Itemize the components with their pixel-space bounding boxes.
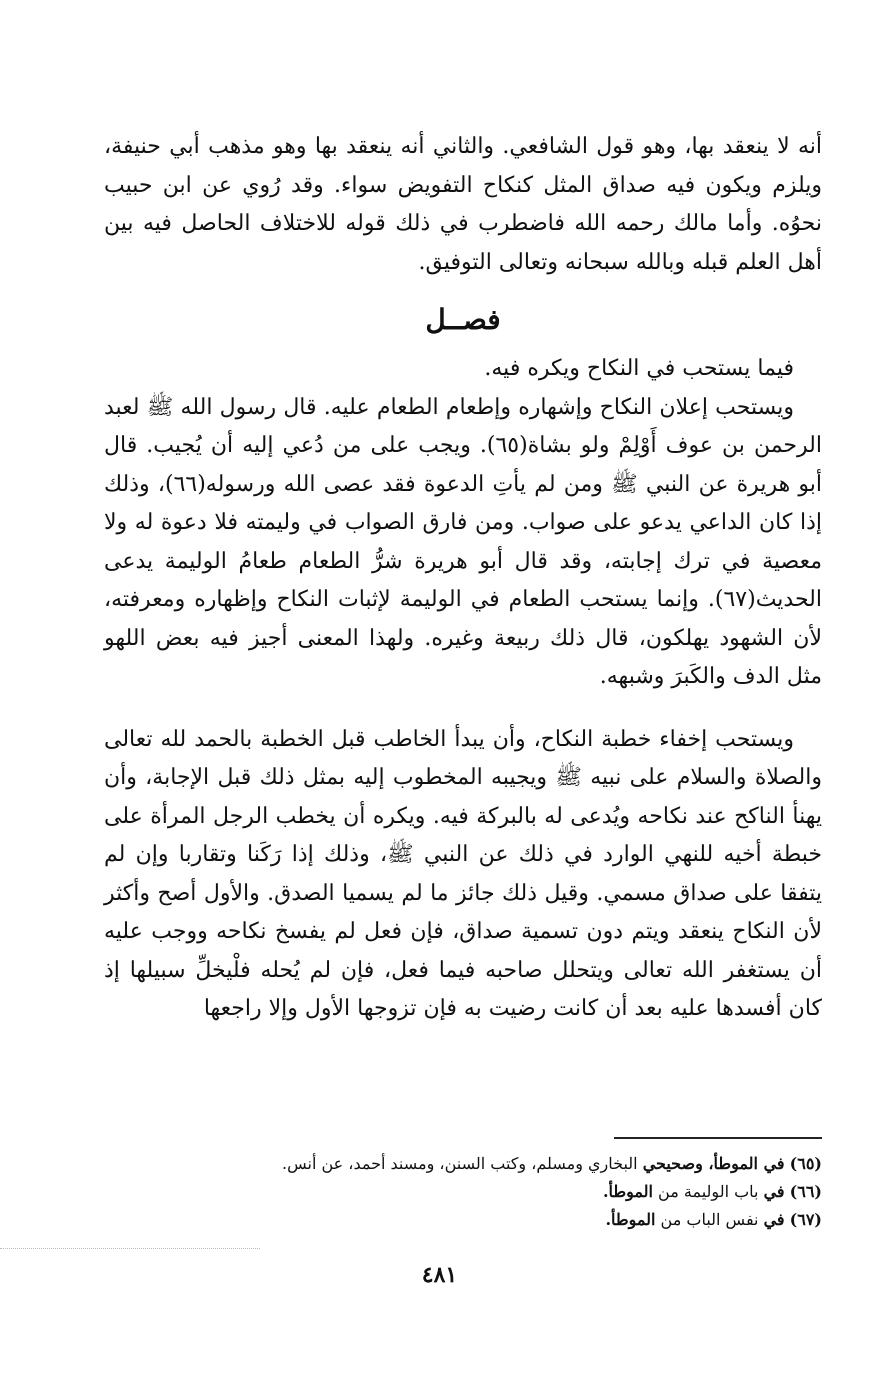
footnote-divider [614,1137,822,1139]
paragraph-engagement: ويستحب إخفاء خطبة النكاح، وأن يبدأ الخاطب قبل الخطبة بالحمد لله تعالى والصلاة والسلام على نبيه ﷺ ويجيبه المخطوب إليه بمثل ذلك قبل الإجابة، وأن يهنأ الناكح عند نكاحه ويُدعى له بالبركة فيه. ويكره أن يخطب الرجل المرأة على خبطة أخيه للنهي الوارد في ذلك عن النبي ﷺ، وذلك إذا رَكَنا وتقاربا وإن لم يتفقا على صداق مسمي. وقيل ذلك جائز ما لم يسميا الصدق. والأول أصح وأكثر لأن النكاح ينعقد ويتم دون تسمية صداق، فإن فعل لم يفسخ نكاحه ووجب عليه أن يستغفر الله تعالى ويتحلل صاحبه فيما فعل، فإن لم يُحله فلْيخلِّ سبيلها إذ كان أفسدها عليه بعد أن كانت رضيت به فإن تزوجها الأول وإلا راجعها [104,726,822,1021]
page-number: ٤٨١ [421,1262,458,1288]
footnote-65: (٦٥) في الموطأ، وصحيحي البخاري ومسلم، وكتب السنن، ومسند أحمد، عن أنس. [282,1154,822,1173]
section-heading: فصــل [425,303,501,336]
footnote-66: (٦٦) في باب الوليمة من الموطأ. [602,1182,822,1201]
paragraph-wedding-feast: ويستحب إعلان النكاح وإشهاره وإطعام الطعام عليه. قال رسول الله ﷺ لعبد الرحمن بن عوف أَوْلِمْ ولو بشاة(٦٥). ويجب على من دُعي إليه أن يُجيب. قال أبو هريرة عن النبي ﷺ ومن لم يأتِ الدعوة فقد عصى الله ورسوله(٦٦)، وذلك إذا كان الداعي يدعو على صواب. ومن فارق الصواب في وليمته فلا دعوة له ولا معصية في ترك إجابته، وقد قال أبو هريرة شرُّ الطعام طعامُ الوليمة يدعى الحديث(٦٧). وإنما يستحب الطعام في الوليمة لإثبات النكاح وإظهاره ومعرفته، لأن الشهود يهلكون، قال ذلك ربيعة وغيره. ولهذا المعنى أجيز فيه بعض اللهو مثل الدف والكَبرَ وشبهه. [104,394,823,689]
footnote-67: (٦٧) في نفس الباب من الموطأ. [605,1210,822,1229]
scan-artifact-line [0,1248,260,1249]
section-intro: فيما يستحب في النكاح ويكره فيه. [484,356,794,381]
page-body [104,128,822,1029]
footnotes [104,1150,822,1234]
paragraph-opening: أنه لا ينعقد بها، وهو قول الشافعي. والثاني أنه ينعقد بها وهو مذهب أبي حنيفة، ويلزم ويكون فيه صداق المثل كنكاح التفويض سواء. وقد رُوي عن ابن حبيب نحوُه. وأما مالك رحمه الله فاضطرب في ذلك قوله للاختلاف الحاصل فيه بين أهل العلم قبله وبالله سبحانه وتعالى التوفيق. [104,134,822,275]
